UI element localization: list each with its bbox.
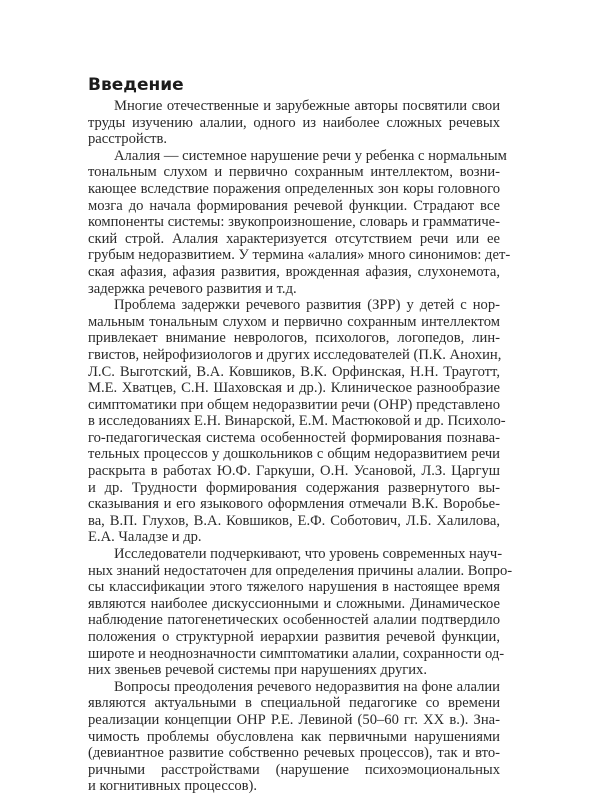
text-line: Л.С. Выготский, В.А. Ковшиков, В.К. Орфинская, Н.Н. Трауготт, (88, 363, 500, 380)
text-line: ных знаний недостаточен для определения причины алалии. Вопро- (88, 562, 513, 579)
text-line: в исследованиях Е.Н. Винарской, Е.М. Мастюковой и др. Психоло- (88, 413, 506, 430)
body-text (88, 98, 513, 795)
text-line: тельных процессов у дошкольников с общим недоразвитием речи (88, 446, 500, 463)
text-line: положения о структурной иерархии развития речевой функции, (88, 629, 500, 645)
text-line: и др. Трудности формирования содержания развернутого вы- (88, 479, 500, 496)
paragraph-3 (88, 297, 506, 546)
text-line: наблюдение патогенетических особенностей алалии подтвердило (88, 612, 500, 629)
text-line: Е.А. Чаладзе и др. (88, 529, 202, 546)
paragraph-4 (88, 546, 513, 679)
text-line: Исследователи подчеркивают, что уровень современных науч- (114, 546, 503, 563)
text-line: и когнитивных процессов). (88, 778, 258, 795)
text-line: Проблема задержки речевого развития (ЗРР) у детей с нор- (114, 297, 500, 314)
text-line: кающее вследствие поражения определенных зон коры головного (88, 180, 500, 197)
text-line: сы классификации этого тяжелого нарушения в настоящее время (88, 579, 500, 596)
text-line: сказывания и его языкового оформления отмечали В.К. Воробье- (88, 496, 500, 513)
text-line: Вопросы преодоления речевого недоразвития на фоне алалии (114, 678, 500, 695)
text-line: тональным слухом и первично сохранным интеллектом, возни- (88, 164, 500, 181)
text-line: грубым недоразвитием. У термина «алалия» много синонимов: дет- (88, 247, 511, 264)
text-line: ский строй. Алалия характеризуется отсутствием речи или ее (88, 230, 500, 247)
text-line: являются актуальными в специальной педагогике со времени (88, 695, 500, 712)
text-line: широте и неоднозначности симптоматики алалии, сохранности од- (88, 645, 505, 662)
text-line: гвистов, нейрофизиологов и других исследователей (П.К. Анохин, (88, 346, 502, 363)
text-line: М.Е. Хватцев, С.Н. Шаховская и др.). Клиническое разнообразие (88, 380, 500, 397)
text-line: Многие отечественные и зарубежные авторы посвятили свои (114, 98, 500, 114)
text-line: симптоматики при общем недоразвитии речи (ОНР) представлено (88, 396, 500, 413)
text-line: го-педагогическая система особенностей формирования познава- (88, 429, 500, 446)
text-line: компоненты системы: звукопроизношение, словарь и грамматиче- (88, 214, 500, 231)
text-line: ва, В.П. Глухов, В.А. Ковшиков, Е.Ф. Соботович, Л.Б. Халилова, (88, 512, 500, 529)
text-line: расстройств. (88, 131, 168, 148)
text-line: ская афазия, афазия развития, врожденная афазия, слухонемота, (88, 263, 500, 280)
text-line: задержка речевого развития и т.д. (88, 280, 297, 297)
text-line: раскрыта в работах Ю.Ф. Гаркуши, О.Н. Усановой, Л.З. Царгуш (88, 463, 500, 480)
paragraph-5 (88, 679, 500, 795)
section-heading: Введение (88, 75, 184, 95)
text-line: чимость проблемы обусловлена как первичными нарушениями (88, 728, 500, 745)
text-line: (девиантное развитие собственно речевых процессов), так и вто- (88, 745, 500, 762)
text-line: мальным тональным слухом и первично сохранным интеллектом (88, 313, 500, 330)
text-line: них звеньев речевой системы при нарушениях других. (88, 662, 427, 679)
text-line: Алалия — системное нарушение речи у ребенка с нормальным (114, 147, 507, 164)
text-line: мозга до начала формирования речевой функции. Страдают все (88, 197, 500, 214)
text-line: являются наиболее дискуссионными и сложными. Динамическое (88, 595, 500, 612)
paragraph-2 (88, 147, 511, 297)
text-line: привлекает внимание неврологов, психологов, логопедов, лин- (88, 330, 500, 347)
paragraph-1 (88, 98, 500, 148)
text-line: реализации концепции ОНР Р.Е. Левиной (50–60 гг. XX в.). Зна- (88, 711, 500, 728)
text-line: ричными расстройствами (нарушение психоэмоциональных (88, 761, 500, 778)
text-line: труды изучению алалии, одного из наиболее сложных речевых (88, 114, 500, 131)
